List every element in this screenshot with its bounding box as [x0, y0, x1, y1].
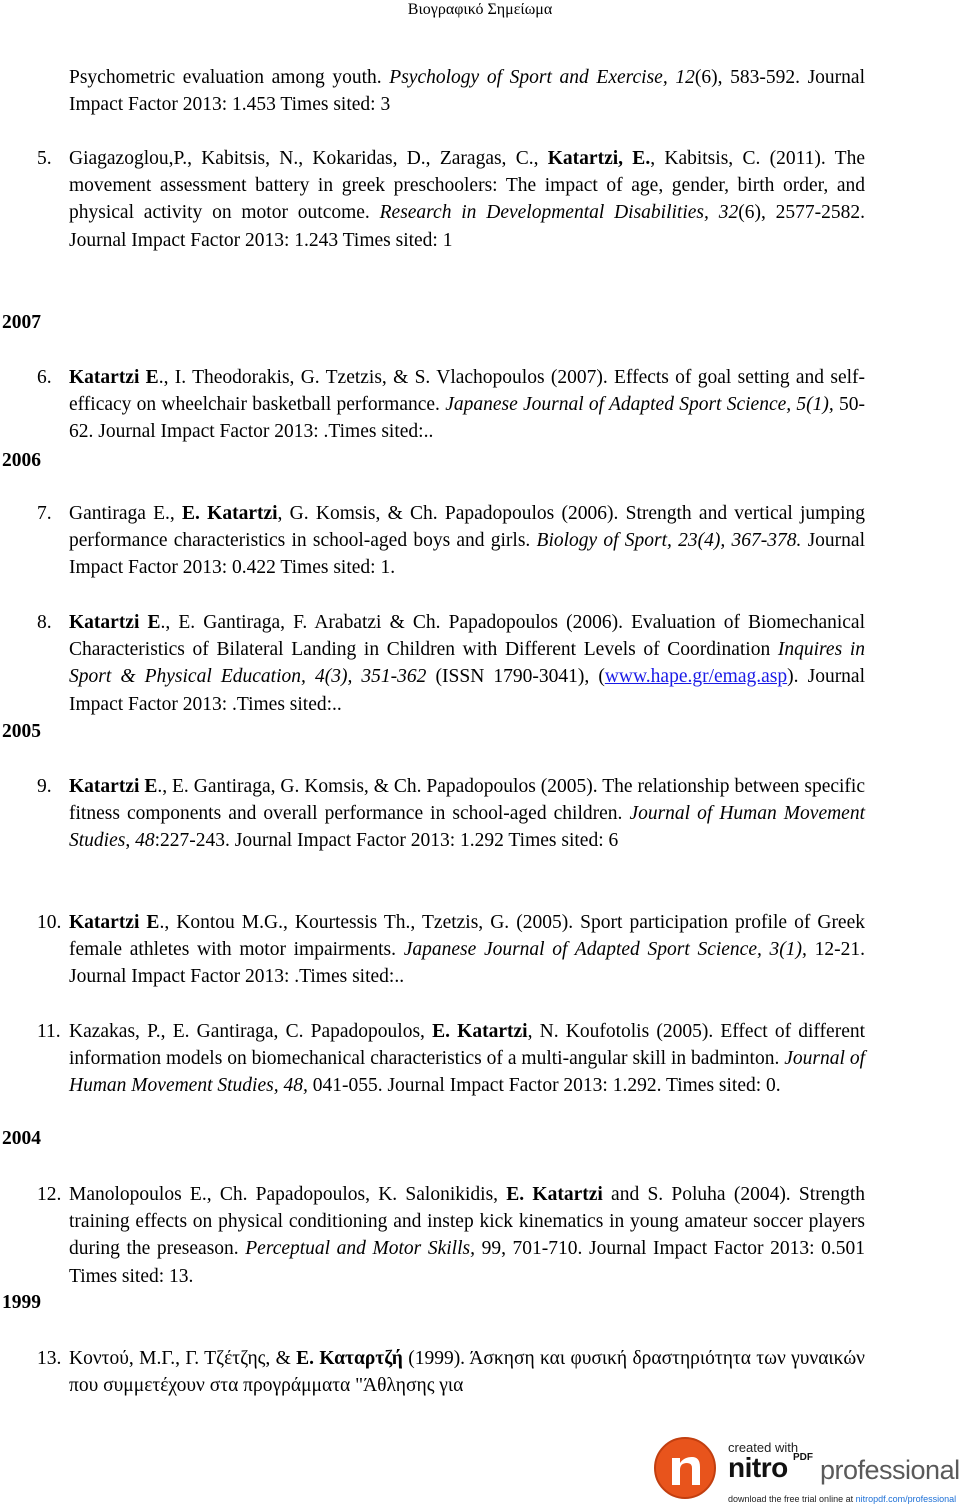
author-highlight: Katartzi, E. [547, 148, 651, 169]
publication-entry [69, 1181, 865, 1290]
entry-text: :227-243. Journal Impact Factor 2013: 1.292 Times sited: 6 [154, 830, 619, 852]
entry-number: 5. [37, 148, 52, 169]
entry-number: 10. [37, 912, 62, 933]
entry-text: (ISSN 1790-3041), ( [426, 666, 605, 688]
journal-title: Journal of Human Movement Studies, 48, [69, 1048, 865, 1097]
entry-text: Journal Impact Factor 2013: 0.422 Times sited: 1. [69, 530, 865, 579]
entry-text: and S. Poluha (2004). Strength training effects on physical conditioning and instep kick kinematics in young amateur soccer players during the preseason. [69, 1184, 866, 1260]
entry-text: , N. Koufotolis (2005). Effect of different information models on biomechanical characteristics of a multi-angular skill in badminton. [69, 1021, 866, 1070]
author-highlight: E. Katartzi [432, 1021, 528, 1042]
nitro-brand: nitro [728, 1452, 788, 1483]
entry-text: Kazakas, P., E. Gantiraga, C. Papadopoulos, [69, 1021, 433, 1042]
entry-text: , G. Komsis, & Ch. Papadopoulos (2006). Strength and vertical jumping performance characteristics in school-aged boys and girls. [69, 503, 866, 552]
entry-text: (1999). Άσκηση και φυσική δραστηριότητα των γυναικών που συμμετέχουν στα προγράμματα "Άθλησης για [69, 1348, 865, 1397]
website-link[interactable]: www.hape.gr/emag.asp [604, 666, 788, 688]
entry-number: 12. [37, 1184, 62, 1205]
entry-number: 8. [37, 612, 52, 633]
year-label: 2005 [2, 721, 41, 742]
entry-text: (6), 583-592. Journal Impact Factor 2013: 1.453 Times sited: 3 [69, 67, 865, 116]
publication-entry [69, 1018, 865, 1100]
entry-text: Psychometric evaluation among youth. [69, 67, 390, 88]
entry-text: (6), 2577-2582. Journal Impact Factor 2013: 1.243 Times sited: 1 [69, 202, 865, 251]
publication-entry [69, 909, 865, 991]
entry-text: 50-62. Journal Impact Factor 2013: .Times sited:.. [69, 394, 866, 443]
nitro-created-text: created with [728, 1440, 799, 1455]
entry-text: , Kabitsis, C. (2011). The movement assessment battery in greek preschoolers: The impact of age, gender, birth order, and physical activity on motor outcome. [69, 148, 866, 224]
nitro-download-label: download the free trial online at [728, 1494, 856, 1504]
entry-text: ., Kontou M.G., Kourtessis Th., Tzetzis, G. (2005). Sport participation profile of Greek female athletes with motor impairments. [69, 912, 865, 961]
publication-entry [69, 1345, 865, 1399]
journal-title: Biology of Sport, 23(4), 367-378. [536, 530, 802, 552]
entry-text: 12-21. Journal Impact Factor 2013: .Times sited:.. [69, 939, 865, 988]
nitro-url-link[interactable]: nitropdf.com/professional [855, 1494, 957, 1504]
publication-entry [69, 500, 865, 582]
publication-entry [69, 609, 865, 718]
year-label: 2007 [2, 312, 41, 333]
author-highlight: Ε. Καταρτζή [296, 1348, 403, 1369]
year-label: 2004 [2, 1128, 41, 1149]
journal-volume: 48 [135, 830, 155, 852]
entry-number: 13. [37, 1348, 62, 1369]
journal-title: Japanese Journal of Adapted Sport Science, 3(1), [403, 939, 807, 961]
journal-title: Journal of Human Movement Studies [69, 803, 866, 852]
journal-title: Psychology of Sport and Exercise, 12 [389, 67, 695, 88]
entry-text: Κοντού, Μ.Γ., Γ. Τζέτζης, & [69, 1348, 297, 1369]
nitro-logo-icon [650, 1430, 720, 1500]
journal-title: Inquires in Sport & Physical Education, 4(3), 351-362 [69, 639, 865, 688]
entry-text: Giagazoglou,P., Kabitsis, N., Kokaridas, D., Zaragas, C., [69, 148, 548, 169]
entry-number: 7. [37, 503, 52, 524]
author-highlight: Katartzi E [69, 367, 159, 388]
entry-text: ). Journal Impact Factor 2013: .Times sited:.. [69, 666, 866, 715]
nitro-watermark[interactable] [650, 1430, 960, 1508]
author-highlight: E. Katartzi [182, 503, 278, 524]
journal-title: Research in Developmental Disabilities, 32 [379, 202, 739, 224]
author-highlight: Katartzi E [69, 912, 160, 933]
nitro-pdf-mark: PDF [793, 1452, 813, 1463]
journal-title: Perceptual and Motor Skills, [245, 1238, 475, 1260]
entry-number: 6. [37, 367, 52, 388]
entry-text: 99, 701-710. Journal Impact Factor 2013: 0.501 Times sited: 13. [69, 1238, 865, 1287]
nitro-download-text [728, 1494, 956, 1504]
author-highlight: Katartzi E [69, 612, 161, 633]
entry-text: Manolopoulos E., Ch. Papadopoulos, K. Salonikidis, [69, 1184, 507, 1205]
entry-text: 041-055. Journal Impact Factor 2013: 1.292. Times sited: 0. [307, 1075, 781, 1097]
year-label: 2006 [2, 450, 41, 471]
publication-entry [69, 364, 865, 446]
entry-number: 9. [37, 776, 52, 797]
year-label: 1999 [2, 1292, 41, 1313]
publication-entry [69, 64, 865, 118]
publication-entry [69, 145, 865, 254]
entry-number: 11. [37, 1021, 61, 1042]
author-highlight: E. Katartzi [506, 1184, 603, 1205]
entry-text: ., E. Gantiraga, G. Komsis, & Ch. Papadopoulos (2005). The relationship between specific fitness components and overall performance in school-aged children. [69, 776, 865, 825]
journal-title: Japanese Journal of Adapted Sport Science, 5(1), [445, 394, 834, 416]
entry-text: ., I. Theodorakis, G. Tzetzis, & S. Vlachopoulos (2007). Effects of goal setting and self-efficacy on wheelchair basketball performance. [69, 367, 866, 416]
page-header: Βιογραφικό Σημείωμα [407, 1, 553, 18]
author-highlight: Katartzi E [69, 776, 158, 797]
publication-entry [69, 773, 865, 855]
entry-text: Gantiraga E., [69, 503, 183, 524]
entry-text: , [125, 830, 136, 852]
entry-text: ., E. Gantiraga, F. Arabatzi & Ch. Papadopoulos (2006). Evaluation of Biomechanical Characteristics of Bilateral Landing in Children with Different Levels of Coordination [69, 612, 866, 661]
nitro-professional: professional [820, 1455, 960, 1485]
